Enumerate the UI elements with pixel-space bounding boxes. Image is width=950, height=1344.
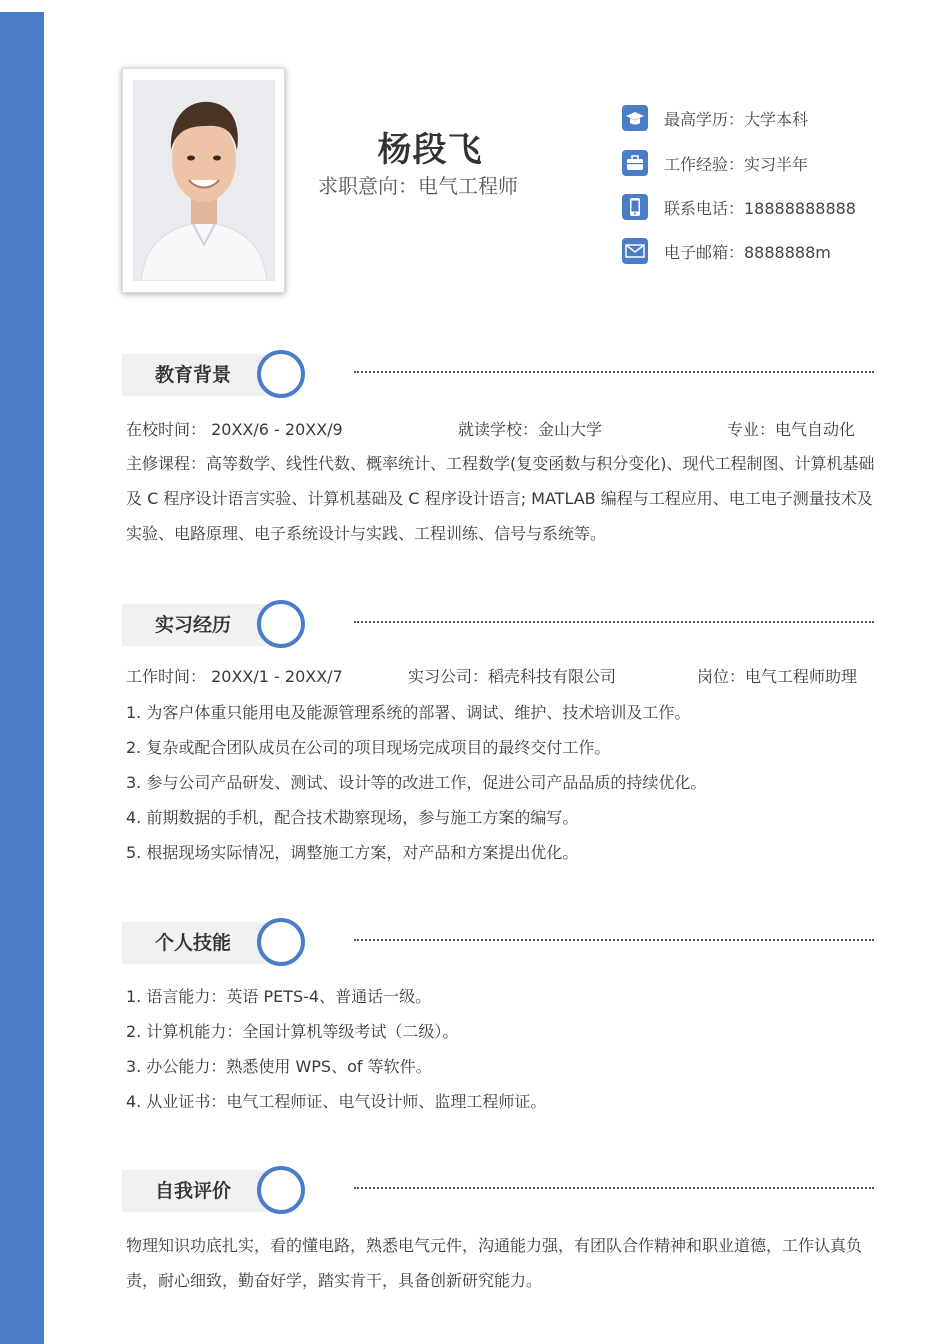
list-item: 5. 根据现场实际情况，调整施工方案，对产品和方案提出优化。 — [126, 843, 579, 862]
section-internship-header — [122, 600, 874, 650]
info-experience-text: 工作经验：实习半年 — [664, 154, 809, 174]
edu-time: 在校时间： 20XX/6 - 20XX/9 — [126, 420, 343, 439]
list-item: 3. 参与公司产品研发、测试、设计等的改进工作，促进公司产品品质的持续优化。 — [126, 773, 707, 792]
dotted-divider — [354, 621, 874, 623]
section-title: 个人技能 — [122, 922, 272, 964]
intern-company: 实习公司：稻壳科技有限公司 — [408, 667, 617, 686]
dotted-divider — [354, 1187, 874, 1189]
briefcase-icon — [622, 150, 648, 176]
list-item: 3. 办公能力：熟悉使用 WPS、of 等软件。 — [126, 1057, 432, 1076]
list-item: 2. 计算机能力：全国计算机等级考试（二级）。 — [126, 1022, 459, 1041]
left-accent-bar — [0, 12, 44, 1344]
list-item: 1. 语言能力：英语 PETS-4、普通话一级。 — [126, 987, 432, 1006]
info-phone-text: 联系电话：18888888888 — [664, 198, 856, 218]
list-item: 1. 为客户体重只能用电及能源管理系统的部署、调试、维护、技术培训及工作。 — [126, 703, 691, 722]
dotted-divider — [354, 371, 874, 373]
info-phone — [622, 194, 856, 220]
list-item: 4. 前期数据的手机，配合技术勘察现场，参与施工方案的编写。 — [126, 808, 579, 827]
section-title: 教育背景 — [122, 354, 272, 396]
ring-icon — [257, 350, 305, 398]
edu-school: 就读学校：金山大学 — [458, 420, 603, 439]
ring-icon — [257, 1166, 305, 1214]
phone-icon — [622, 194, 648, 220]
intern-position: 岗位：电气工程师助理 — [697, 667, 858, 686]
section-skills-header — [122, 918, 874, 968]
info-email — [622, 238, 831, 264]
ring-icon — [257, 918, 305, 966]
avatar — [133, 80, 275, 281]
job-intent: 求职意向：电气工程师 — [318, 174, 518, 198]
section-title: 实习经历 — [122, 604, 272, 646]
self-eval-text: 物理知识功底扎实，看的懂电路，熟悉电气元件，沟通能力强，有团队合作精神和职业道德，工作认真负责，耐心细致，勤奋好学，踏实肯干，具备创新研究能力。 — [126, 1236, 863, 1290]
info-experience — [622, 150, 808, 176]
ring-icon — [257, 600, 305, 648]
section-education-header — [122, 350, 874, 400]
edu-major: 专业：电气自动化 — [727, 420, 856, 439]
list-item: 2. 复杂或配合团队成员在公司的项目现场完成项目的最终交付工作。 — [126, 738, 611, 757]
dotted-divider — [354, 939, 874, 941]
profile-photo — [122, 68, 285, 293]
intern-time: 工作时间： 20XX/1 - 20XX/7 — [126, 667, 343, 686]
section-self-eval-header — [122, 1166, 874, 1216]
list-item: 4. 从业证书：电气工程师证、电气设计师、监理工程师证。 — [126, 1092, 547, 1111]
section-title: 自我评价 — [122, 1170, 272, 1212]
info-email-text: 电子邮箱：8888888m — [664, 242, 831, 262]
info-education — [622, 105, 808, 131]
graduation-cap-icon — [622, 105, 648, 131]
edu-courses: 主修课程：高等数学、线性代数、概率统计、工程数学(复变函数与积分变化)、现代工程制图、计算机基础及 C 程序设计语言实验、计算机基础及 C 程序设计语言; MATLAB 编程与工程应用、电工电子测量技术及实验、电路原理、电子系统设计与实践、工程训练、信号与系统等。 — [126, 454, 875, 543]
envelope-icon — [622, 238, 648, 264]
info-education-text: 最高学历：大学本科 — [664, 109, 809, 129]
candidate-name: 杨段飞 — [377, 130, 483, 170]
